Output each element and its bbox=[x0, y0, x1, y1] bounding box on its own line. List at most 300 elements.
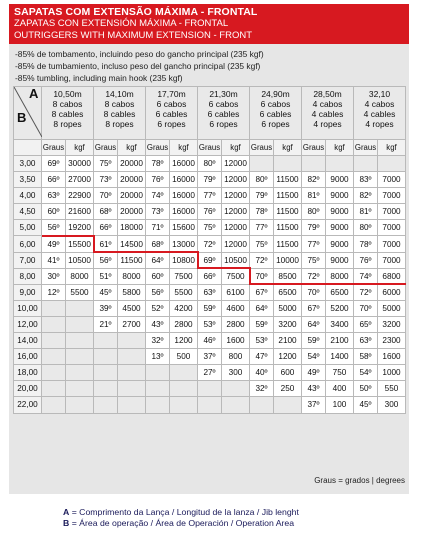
load-cell: 5800 bbox=[118, 284, 146, 300]
radius-cell: 10,00 bbox=[14, 300, 42, 316]
boom-pt: 6 cabos bbox=[260, 99, 291, 109]
angle-cell: 79º bbox=[250, 188, 274, 204]
units-note: Graus = grados | degrees bbox=[314, 476, 405, 485]
load-cell: 13000 bbox=[170, 236, 198, 252]
load-cell: 5000 bbox=[274, 300, 302, 316]
boom-len: 10,50m bbox=[53, 89, 82, 99]
load-cell: 12000 bbox=[222, 172, 250, 188]
empty-cell bbox=[42, 397, 66, 413]
table-row bbox=[14, 268, 406, 284]
empty-cell bbox=[118, 381, 146, 397]
angle-cell: 49º bbox=[42, 236, 66, 252]
table-row bbox=[14, 365, 406, 381]
angle-cell: 59º bbox=[250, 316, 274, 332]
load-cell: 1600 bbox=[222, 333, 250, 349]
empty-cell bbox=[170, 365, 198, 381]
subheader-graus: Graus bbox=[146, 140, 170, 156]
load-cell: 7000 bbox=[378, 172, 406, 188]
radius-cell: 18,00 bbox=[14, 365, 42, 381]
angle-cell: 69º bbox=[198, 252, 222, 268]
angle-cell: 70º bbox=[94, 188, 118, 204]
angle-cell: 76º bbox=[198, 204, 222, 220]
load-cell: 1000 bbox=[378, 365, 406, 381]
boom-en: 6 ropes bbox=[209, 119, 238, 129]
angle-cell: 73º bbox=[146, 204, 170, 220]
load-cell: 6500 bbox=[274, 284, 302, 300]
boom-en: 8 ropes bbox=[105, 119, 134, 129]
boom-en: 4 ropes bbox=[365, 119, 394, 129]
angle-cell: 53º bbox=[250, 333, 274, 349]
load-cell: 6500 bbox=[326, 284, 354, 300]
legend-a bbox=[63, 507, 299, 518]
table-row bbox=[14, 300, 406, 316]
angle-cell: 80º bbox=[302, 204, 326, 220]
empty-cell bbox=[274, 156, 302, 172]
subheader-kgf: kgf bbox=[326, 140, 354, 156]
angle-cell: 77º bbox=[198, 188, 222, 204]
load-cell: 6800 bbox=[378, 268, 406, 284]
subheader-blank bbox=[14, 140, 42, 156]
radius-cell: 22,00 bbox=[14, 397, 42, 413]
angle-cell: 51º bbox=[94, 268, 118, 284]
subheader-graus: Graus bbox=[94, 140, 118, 156]
load-cell: 10500 bbox=[222, 252, 250, 268]
table-row bbox=[14, 236, 406, 252]
load-cell: 11500 bbox=[118, 252, 146, 268]
boom-es: 6 cables bbox=[207, 109, 240, 119]
angle-cell: 13º bbox=[146, 349, 170, 365]
load-cell: 300 bbox=[378, 397, 406, 413]
load-cell: 5200 bbox=[326, 300, 354, 316]
load-cell: 12000 bbox=[222, 156, 250, 172]
load-cell: 6000 bbox=[378, 284, 406, 300]
empty-cell bbox=[66, 333, 94, 349]
empty-cell bbox=[42, 349, 66, 365]
load-cell: 2800 bbox=[222, 316, 250, 332]
angle-cell: 54º bbox=[354, 365, 378, 381]
angle-cell: 77º bbox=[302, 236, 326, 252]
angle-cell: 66º bbox=[42, 172, 66, 188]
angle-cell: 60º bbox=[42, 204, 66, 220]
load-cell: 5500 bbox=[170, 284, 198, 300]
boom-es: 4 cables bbox=[311, 109, 344, 119]
load-cell: 19200 bbox=[66, 220, 94, 236]
load-cell: 7000 bbox=[378, 236, 406, 252]
load-cell: 11500 bbox=[274, 204, 302, 220]
load-cell: 9000 bbox=[326, 204, 354, 220]
empty-cell bbox=[66, 381, 94, 397]
boom-header-6 bbox=[354, 87, 406, 140]
load-cell: 1200 bbox=[274, 349, 302, 365]
radius-cell: 5,00 bbox=[14, 220, 42, 236]
angle-cell: 70º bbox=[354, 300, 378, 316]
angle-cell: 56º bbox=[42, 220, 66, 236]
angle-cell: 80º bbox=[250, 172, 274, 188]
empty-cell bbox=[42, 333, 66, 349]
angle-cell: 58º bbox=[354, 349, 378, 365]
radius-cell: 3,50 bbox=[14, 172, 42, 188]
angle-cell: 68º bbox=[94, 204, 118, 220]
angle-cell: 64º bbox=[146, 252, 170, 268]
angle-cell: 66º bbox=[94, 220, 118, 236]
angle-cell: 50º bbox=[354, 381, 378, 397]
subheader-kgf: kgf bbox=[170, 140, 198, 156]
load-cell: 250 bbox=[274, 381, 302, 397]
angle-cell: 67º bbox=[250, 284, 274, 300]
load-cell: 9000 bbox=[326, 188, 354, 204]
angle-cell: 52º bbox=[146, 300, 170, 316]
angle-cell: 43º bbox=[146, 316, 170, 332]
subheader-graus: Graus bbox=[250, 140, 274, 156]
load-cell: 10000 bbox=[274, 252, 302, 268]
empty-cell bbox=[94, 397, 118, 413]
empty-cell bbox=[66, 365, 94, 381]
empty-cell bbox=[354, 156, 378, 172]
load-cell: 12000 bbox=[222, 204, 250, 220]
angle-cell: 63º bbox=[198, 284, 222, 300]
empty-cell bbox=[378, 156, 406, 172]
empty-cell bbox=[94, 333, 118, 349]
load-cell: 8000 bbox=[66, 268, 94, 284]
angle-cell: 60º bbox=[146, 268, 170, 284]
angle-cell: 53º bbox=[198, 316, 222, 332]
boom-len: 24,90m bbox=[261, 89, 290, 99]
load-cell: 20000 bbox=[118, 156, 146, 172]
angle-cell: 78º bbox=[250, 204, 274, 220]
load-cell: 20000 bbox=[118, 204, 146, 220]
empty-cell bbox=[326, 156, 354, 172]
radius-cell: 4,00 bbox=[14, 188, 42, 204]
boom-header-1 bbox=[94, 87, 146, 140]
load-cell: 100 bbox=[326, 397, 354, 413]
corner-cell bbox=[14, 87, 42, 140]
angle-cell: 75º bbox=[250, 236, 274, 252]
load-cell: 5500 bbox=[66, 284, 94, 300]
load-cell: 12000 bbox=[222, 188, 250, 204]
load-cell: 8000 bbox=[118, 268, 146, 284]
boom-pt: 6 cabos bbox=[156, 99, 187, 109]
angle-cell: 45º bbox=[94, 284, 118, 300]
load-cell: 6100 bbox=[222, 284, 250, 300]
angle-cell: 74º bbox=[146, 188, 170, 204]
empty-cell bbox=[66, 316, 94, 332]
capacity-boundary-line bbox=[198, 267, 250, 269]
boom-pt: 4 cabos bbox=[364, 99, 395, 109]
empty-cell bbox=[66, 397, 94, 413]
title-spanish: ZAPATAS CON EXTENSIÓN MÁXIMA - FRONTAL bbox=[14, 18, 229, 29]
subheader-graus: Graus bbox=[42, 140, 66, 156]
angle-cell: 43º bbox=[302, 381, 326, 397]
note-english: -85% tumbling, including main hook (235 kgf) bbox=[15, 73, 183, 83]
angle-cell: 67º bbox=[302, 300, 326, 316]
empty-cell bbox=[274, 397, 302, 413]
corner-a-label: A bbox=[29, 86, 39, 101]
note-portuguese: -85% de tombamento, incluindo peso do gancho principal (235 kgf) bbox=[15, 49, 264, 59]
boom-pt: 8 cabos bbox=[104, 99, 135, 109]
capacity-boundary-line bbox=[42, 235, 94, 237]
angle-cell: 56º bbox=[146, 284, 170, 300]
angle-cell: 32º bbox=[146, 333, 170, 349]
empty-cell bbox=[42, 316, 66, 332]
subheader-kgf: kgf bbox=[118, 140, 146, 156]
angle-cell: 63º bbox=[354, 333, 378, 349]
angle-cell: 56º bbox=[94, 252, 118, 268]
angle-cell: 64º bbox=[302, 316, 326, 332]
empty-cell bbox=[250, 156, 274, 172]
empty-cell bbox=[222, 381, 250, 397]
angle-cell: 12º bbox=[42, 284, 66, 300]
empty-cell bbox=[42, 365, 66, 381]
boom-header-0 bbox=[42, 87, 94, 140]
boom-pt: 6 cabos bbox=[208, 99, 239, 109]
load-cell: 11500 bbox=[274, 236, 302, 252]
legend-b-key: B bbox=[63, 518, 70, 528]
load-cell: 600 bbox=[274, 365, 302, 381]
load-cell: 8500 bbox=[274, 268, 302, 284]
load-cell: 30000 bbox=[66, 156, 94, 172]
table-row bbox=[14, 397, 406, 413]
load-cell: 20000 bbox=[118, 172, 146, 188]
table-row bbox=[14, 316, 406, 332]
boom-es: 6 cables bbox=[259, 109, 292, 119]
boom-es: 8 cables bbox=[51, 109, 84, 119]
angle-cell: 73º bbox=[94, 172, 118, 188]
angle-cell: 79º bbox=[302, 220, 326, 236]
load-cell: 2100 bbox=[326, 333, 354, 349]
angle-cell: 77º bbox=[250, 220, 274, 236]
angle-cell: 37º bbox=[302, 397, 326, 413]
title-portuguese: SAPATAS COM EXTENSÃO MÁXIMA - FRONTAL bbox=[14, 6, 258, 18]
angle-cell: 69º bbox=[42, 156, 66, 172]
angle-cell: 72º bbox=[354, 284, 378, 300]
angle-cell: 78º bbox=[146, 156, 170, 172]
capacity-boundary-line bbox=[250, 283, 302, 285]
angle-cell: 79º bbox=[198, 172, 222, 188]
load-cell: 20000 bbox=[118, 188, 146, 204]
load-cell: 16000 bbox=[170, 188, 198, 204]
load-cell: 22900 bbox=[66, 188, 94, 204]
subheader-graus: Graus bbox=[302, 140, 326, 156]
title-english: OUTRIGGERS WITH MAXIMUM EXTENSION - FRONT bbox=[14, 30, 253, 41]
angle-cell: 32º bbox=[250, 381, 274, 397]
boom-header-4 bbox=[250, 87, 302, 140]
load-cell: 7500 bbox=[170, 268, 198, 284]
load-cell: 7500 bbox=[222, 268, 250, 284]
load-cell: 11500 bbox=[274, 172, 302, 188]
load-cell: 10800 bbox=[170, 252, 198, 268]
subheader-kgf: kgf bbox=[378, 140, 406, 156]
angle-cell: 61º bbox=[94, 236, 118, 252]
boom-en: 6 ropes bbox=[261, 119, 290, 129]
angle-cell: 74º bbox=[354, 268, 378, 284]
load-cell: 300 bbox=[222, 365, 250, 381]
legend-a-key: A bbox=[63, 507, 70, 517]
angle-cell: 76º bbox=[146, 172, 170, 188]
empty-cell bbox=[94, 349, 118, 365]
load-cell: 550 bbox=[378, 381, 406, 397]
empty-cell bbox=[222, 397, 250, 413]
radius-cell: 8,00 bbox=[14, 268, 42, 284]
load-cell: 2800 bbox=[170, 316, 198, 332]
load-cell: 12000 bbox=[222, 236, 250, 252]
empty-cell bbox=[250, 397, 274, 413]
subheader-row bbox=[14, 140, 406, 156]
load-cell: 4600 bbox=[222, 300, 250, 316]
table-row bbox=[14, 333, 406, 349]
angle-cell: 63º bbox=[42, 188, 66, 204]
empty-cell bbox=[118, 365, 146, 381]
load-table bbox=[13, 86, 406, 414]
angle-cell: 76º bbox=[354, 252, 378, 268]
boom-len: 28,50m bbox=[313, 89, 342, 99]
load-cell: 9000 bbox=[326, 252, 354, 268]
angle-cell: 78º bbox=[354, 236, 378, 252]
angle-cell: 75º bbox=[302, 252, 326, 268]
empty-cell bbox=[94, 381, 118, 397]
boom-header-2 bbox=[146, 87, 198, 140]
angle-cell: 81º bbox=[302, 188, 326, 204]
angle-cell: 40º bbox=[250, 365, 274, 381]
angle-cell: 71º bbox=[146, 220, 170, 236]
corner-b-label: B bbox=[17, 110, 27, 125]
angle-cell: 27º bbox=[198, 365, 222, 381]
empty-cell bbox=[66, 349, 94, 365]
boom-header-row bbox=[14, 87, 406, 140]
load-cell: 3400 bbox=[326, 316, 354, 332]
table-row bbox=[14, 156, 406, 172]
boom-len: 17,70m bbox=[157, 89, 186, 99]
load-cell: 400 bbox=[326, 381, 354, 397]
radius-cell: 14,00 bbox=[14, 333, 42, 349]
load-cell: 5000 bbox=[378, 300, 406, 316]
angle-cell: 72º bbox=[198, 236, 222, 252]
load-cell: 18000 bbox=[118, 220, 146, 236]
boom-pt: 4 cabos bbox=[312, 99, 343, 109]
boom-en: 4 ropes bbox=[313, 119, 342, 129]
load-cell: 3200 bbox=[378, 316, 406, 332]
radius-cell: 12,00 bbox=[14, 316, 42, 332]
radius-cell: 16,00 bbox=[14, 349, 42, 365]
angle-cell: 54º bbox=[302, 349, 326, 365]
boom-len: 32,10 bbox=[368, 89, 391, 99]
angle-cell: 83º bbox=[354, 172, 378, 188]
boom-header-3 bbox=[198, 87, 250, 140]
load-cell: 16000 bbox=[170, 204, 198, 220]
angle-cell: 30º bbox=[42, 268, 66, 284]
boom-len: 21,30m bbox=[209, 89, 238, 99]
empty-cell bbox=[146, 365, 170, 381]
load-cell: 8000 bbox=[326, 268, 354, 284]
load-cell: 7000 bbox=[378, 252, 406, 268]
empty-cell bbox=[66, 300, 94, 316]
table-row bbox=[14, 204, 406, 220]
subheader-kgf: kgf bbox=[274, 140, 302, 156]
angle-cell: 75º bbox=[94, 156, 118, 172]
angle-cell: 66º bbox=[198, 268, 222, 284]
capacity-boundary-line bbox=[354, 283, 406, 285]
radius-cell: 3,00 bbox=[14, 156, 42, 172]
empty-cell bbox=[302, 156, 326, 172]
load-cell: 1200 bbox=[170, 333, 198, 349]
table-row bbox=[14, 188, 406, 204]
angle-cell: 45º bbox=[354, 397, 378, 413]
load-cell: 3200 bbox=[274, 316, 302, 332]
angle-cell: 39º bbox=[94, 300, 118, 316]
capacity-boundary-line bbox=[146, 251, 198, 253]
load-cell: 800 bbox=[222, 349, 250, 365]
angle-cell: 46º bbox=[198, 333, 222, 349]
boom-es: 6 cables bbox=[155, 109, 188, 119]
angle-cell: 72º bbox=[250, 252, 274, 268]
empty-cell bbox=[118, 333, 146, 349]
empty-cell bbox=[146, 397, 170, 413]
load-cell: 14500 bbox=[118, 236, 146, 252]
load-cell: 1400 bbox=[326, 349, 354, 365]
boom-en: 8 ropes bbox=[53, 119, 82, 129]
angle-cell: 59º bbox=[302, 333, 326, 349]
load-cell: 10500 bbox=[66, 252, 94, 268]
load-cell: 1600 bbox=[378, 349, 406, 365]
radius-cell: 4,50 bbox=[14, 204, 42, 220]
boom-header-5 bbox=[302, 87, 354, 140]
subheader-graus: Graus bbox=[198, 140, 222, 156]
load-cell: 15600 bbox=[170, 220, 198, 236]
load-cell: 11500 bbox=[274, 188, 302, 204]
empty-cell bbox=[42, 300, 66, 316]
radius-cell: 6,00 bbox=[14, 236, 42, 252]
chart-header bbox=[9, 4, 409, 44]
angle-cell: 49º bbox=[302, 365, 326, 381]
angle-cell: 68º bbox=[146, 236, 170, 252]
note-spanish: -85% de tumbamiento, incluso peso del gancho principal (235 kgf) bbox=[15, 61, 261, 71]
capacity-boundary-line bbox=[302, 283, 354, 285]
table-row bbox=[14, 252, 406, 268]
legend-a-text: = Comprimento da Lança / Longitud de la lanza / Jib lenght bbox=[69, 507, 299, 517]
empty-cell bbox=[42, 381, 66, 397]
load-cell: 4500 bbox=[118, 300, 146, 316]
angle-cell: 59º bbox=[198, 300, 222, 316]
load-cell: 2100 bbox=[274, 333, 302, 349]
legend-b bbox=[63, 518, 299, 529]
radius-cell: 7,00 bbox=[14, 252, 42, 268]
angle-cell: 21º bbox=[94, 316, 118, 332]
load-chart-card bbox=[9, 4, 409, 494]
boom-en: 6 ropes bbox=[157, 119, 186, 129]
empty-cell bbox=[94, 365, 118, 381]
angle-cell: 75º bbox=[198, 220, 222, 236]
angle-cell: 70º bbox=[302, 284, 326, 300]
table-row bbox=[14, 284, 406, 300]
boom-es: 8 cables bbox=[103, 109, 136, 119]
empty-cell bbox=[146, 381, 170, 397]
load-cell: 16000 bbox=[170, 156, 198, 172]
load-cell: 7000 bbox=[378, 204, 406, 220]
angle-cell: 47º bbox=[250, 349, 274, 365]
angle-cell: 81º bbox=[354, 204, 378, 220]
load-cell: 4200 bbox=[170, 300, 198, 316]
empty-cell bbox=[170, 397, 198, 413]
angle-cell: 41º bbox=[42, 252, 66, 268]
table-row bbox=[14, 349, 406, 365]
angle-cell: 80º bbox=[198, 156, 222, 172]
angle-cell: 82º bbox=[302, 172, 326, 188]
table-row bbox=[14, 381, 406, 397]
table-row bbox=[14, 172, 406, 188]
angle-cell: 37º bbox=[198, 349, 222, 365]
angle-cell: 64º bbox=[250, 300, 274, 316]
load-cell: 500 bbox=[170, 349, 198, 365]
angle-cell: 72º bbox=[302, 268, 326, 284]
